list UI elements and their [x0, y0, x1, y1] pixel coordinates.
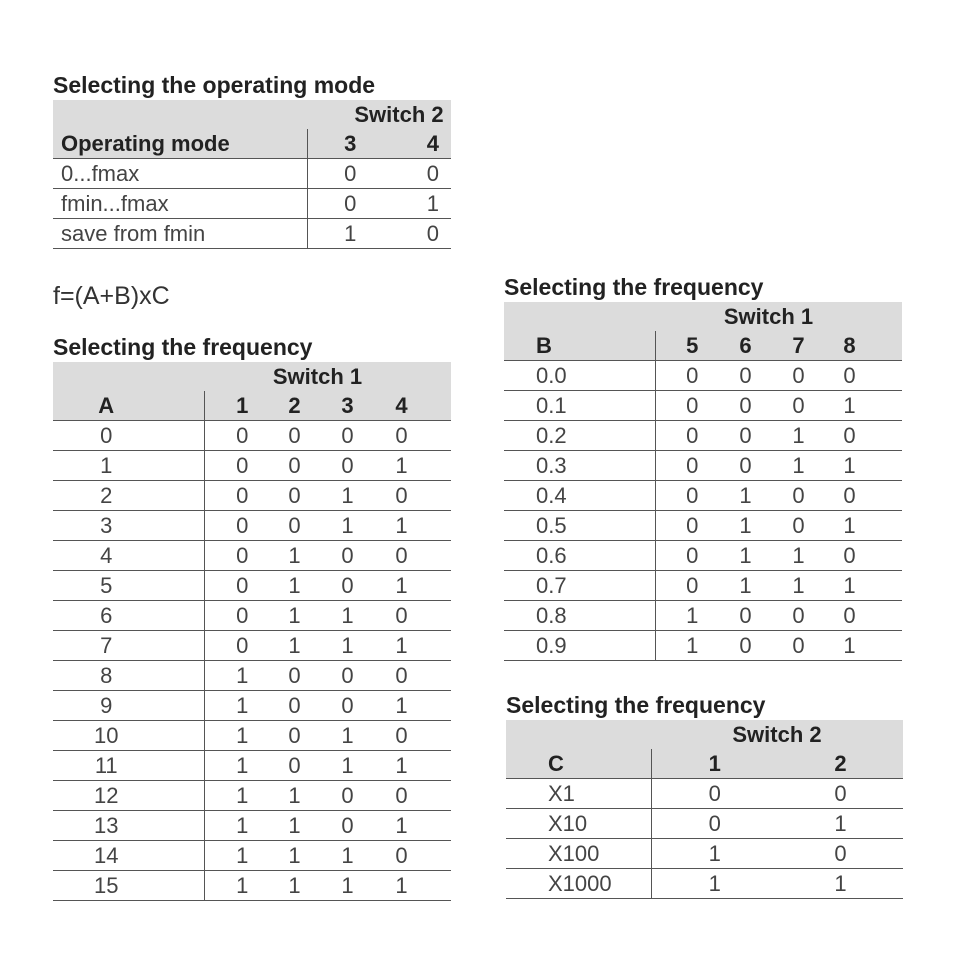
operating-mode-table	[53, 100, 451, 249]
table-cell: 1	[204, 691, 268, 721]
table-cell: 0	[772, 631, 825, 661]
table-cell: 0	[268, 451, 321, 481]
table-row	[53, 601, 451, 631]
table-row	[506, 809, 903, 839]
column-header: 1	[204, 391, 268, 421]
table-cell: 1	[651, 839, 778, 869]
table-cell: 0	[655, 511, 719, 541]
table-cell: 0	[772, 511, 825, 541]
table-cell: 9	[53, 691, 204, 721]
table-cell: 6	[53, 601, 204, 631]
table-cell: 1	[204, 841, 268, 871]
table-row	[506, 839, 903, 869]
table-cell: 0	[53, 421, 204, 451]
column-header: C	[506, 749, 651, 779]
table-row	[53, 511, 451, 541]
table-cell: 0	[321, 421, 374, 451]
table-cell: 1	[825, 631, 902, 661]
table-cell: 0	[719, 631, 772, 661]
table-cell: 0.9	[504, 631, 655, 661]
table-cell: 0.8	[504, 601, 655, 631]
table-cell: 0	[268, 481, 321, 511]
table-cell: 1	[778, 869, 903, 899]
frequency-formula: f=(A+B)xC	[53, 282, 170, 310]
table-cell: 0	[719, 601, 772, 631]
switch-header-row	[506, 720, 903, 749]
operating-mode-title: Selecting the operating mode	[53, 72, 376, 98]
table-cell: 0	[204, 601, 268, 631]
table-row	[53, 219, 451, 249]
table-cell: 1	[825, 571, 902, 601]
table-cell: 0	[321, 571, 374, 601]
table-cell: 0.5	[504, 511, 655, 541]
table-cell: 0	[307, 159, 393, 189]
table-cell: 0	[778, 779, 903, 809]
table-cell: 1	[825, 391, 902, 421]
table-cell: 0	[655, 361, 719, 391]
table-cell: 0	[772, 601, 825, 631]
table-cell: 1	[772, 541, 825, 571]
table-cell: 0	[268, 421, 321, 451]
frequency-a-table	[53, 362, 451, 901]
table-row	[53, 481, 451, 511]
table-cell: 0	[204, 541, 268, 571]
table-cell: 0	[655, 421, 719, 451]
table-row	[504, 571, 902, 601]
column-header: A	[53, 391, 204, 421]
switch-label: Switch 2	[651, 720, 903, 749]
table-cell: 0.1	[504, 391, 655, 421]
table-cell: 0	[825, 481, 902, 511]
table-cell: 0	[268, 721, 321, 751]
table-cell: X100	[506, 839, 651, 869]
table-cell: 0	[374, 541, 451, 571]
table-row	[53, 811, 451, 841]
frequency-b-title: Selecting the frequency	[504, 274, 764, 300]
table-cell: 1	[772, 451, 825, 481]
table-cell: 0	[321, 661, 374, 691]
table-cell: 5	[53, 571, 204, 601]
column-header: 3	[321, 391, 374, 421]
table-cell: 0	[374, 841, 451, 871]
table-row	[53, 661, 451, 691]
table-cell: 1	[321, 601, 374, 631]
table-row	[53, 871, 451, 901]
table-cell: 0	[772, 481, 825, 511]
table-cell: 0	[772, 361, 825, 391]
table-cell: 1	[719, 541, 772, 571]
table-cell: 0	[655, 451, 719, 481]
table-cell: 1	[374, 631, 451, 661]
table-cell: 1	[268, 871, 321, 901]
column-header-row	[53, 129, 451, 159]
column-header-row	[506, 749, 903, 779]
table-cell: 1	[825, 511, 902, 541]
table-cell: 0	[374, 601, 451, 631]
table-cell: 0	[268, 691, 321, 721]
table-row	[53, 751, 451, 781]
table-row	[53, 451, 451, 481]
table-cell: 1	[374, 571, 451, 601]
column-header-row	[53, 391, 451, 421]
table-cell: 0	[719, 391, 772, 421]
table-cell: 0	[268, 511, 321, 541]
table-cell: 1	[204, 811, 268, 841]
table-cell: 1	[321, 721, 374, 751]
table-cell: X1000	[506, 869, 651, 899]
column-header: 5	[655, 331, 719, 361]
table-cell: 8	[53, 661, 204, 691]
table-cell: 0	[268, 751, 321, 781]
table-cell: 1	[268, 811, 321, 841]
table-cell: 1	[772, 421, 825, 451]
frequency-c-table	[506, 720, 903, 899]
table-cell: 0	[374, 481, 451, 511]
table-cell: 0	[321, 451, 374, 481]
table-cell: 1	[53, 451, 204, 481]
table-row	[506, 779, 903, 809]
table-cell: 0	[393, 219, 451, 249]
table-cell: 0	[204, 481, 268, 511]
table-cell: 1	[268, 841, 321, 871]
table-cell: 0.7	[504, 571, 655, 601]
table-cell: 0...fmax	[53, 159, 307, 189]
frequency-b-table	[504, 302, 902, 661]
table-cell: 0	[204, 511, 268, 541]
table-row	[53, 691, 451, 721]
table-cell: 1	[268, 631, 321, 661]
table-cell: 0.6	[504, 541, 655, 571]
switch-label: Switch 1	[204, 362, 451, 391]
table-cell: 0	[655, 541, 719, 571]
table-cell: 0	[204, 421, 268, 451]
table-cell: 0	[374, 421, 451, 451]
table-cell: 0	[374, 781, 451, 811]
column-header: 7	[772, 331, 825, 361]
table-cell: 1	[268, 781, 321, 811]
table-cell: 1	[204, 781, 268, 811]
table-cell: 0	[374, 661, 451, 691]
column-header: 4	[374, 391, 451, 421]
table-cell: 0	[321, 781, 374, 811]
column-header: Operating mode	[53, 129, 307, 159]
table-cell: 15	[53, 871, 204, 901]
table-row	[504, 451, 902, 481]
table-cell: 0	[825, 421, 902, 451]
table-cell: 0	[393, 159, 451, 189]
table-cell: 0	[719, 421, 772, 451]
table-cell: X1	[506, 779, 651, 809]
table-cell: 0	[651, 779, 778, 809]
table-row	[504, 511, 902, 541]
table-cell: 0.2	[504, 421, 655, 451]
table-cell: 13	[53, 811, 204, 841]
table-row	[504, 391, 902, 421]
table-cell: 0	[268, 661, 321, 691]
switch-label: Switch 2	[307, 100, 451, 129]
table-row	[53, 189, 451, 219]
table-cell: 0	[778, 839, 903, 869]
table-row	[504, 541, 902, 571]
table-cell: 3	[53, 511, 204, 541]
switch-header-row	[53, 100, 451, 129]
table-cell: 0.3	[504, 451, 655, 481]
frequency-a-title: Selecting the frequency	[53, 334, 313, 360]
table-row	[504, 361, 902, 391]
column-header: 4	[393, 129, 451, 159]
table-cell: 1	[719, 511, 772, 541]
table-cell: 0	[719, 361, 772, 391]
column-header-row	[504, 331, 902, 361]
table-cell: 1	[204, 721, 268, 751]
table-cell: 1	[374, 451, 451, 481]
column-header: 2	[268, 391, 321, 421]
table-cell: 1	[719, 571, 772, 601]
table-cell: 1	[321, 871, 374, 901]
table-cell: 0	[655, 481, 719, 511]
switch-label: Switch 1	[655, 302, 902, 331]
table-cell: 1	[655, 631, 719, 661]
table-row	[53, 159, 451, 189]
table-row	[504, 421, 902, 451]
table-cell: 1	[321, 511, 374, 541]
table-cell: 0	[825, 601, 902, 631]
table-row	[53, 841, 451, 871]
table-cell: 1	[374, 511, 451, 541]
table-cell: 14	[53, 841, 204, 871]
table-cell: 1	[321, 751, 374, 781]
switch-header-row	[504, 302, 902, 331]
table-row	[504, 601, 902, 631]
table-cell: save from fmin	[53, 219, 307, 249]
table-cell: 0	[374, 721, 451, 751]
table-cell: 1	[651, 869, 778, 899]
table-cell: 1	[772, 571, 825, 601]
table-cell: 0	[772, 391, 825, 421]
table-cell: 0	[719, 451, 772, 481]
frequency-c-title: Selecting the frequency	[506, 692, 766, 718]
table-cell: 0	[321, 811, 374, 841]
table-cell: 1	[374, 751, 451, 781]
table-cell: 1	[374, 811, 451, 841]
table-cell: 0	[825, 541, 902, 571]
table-cell: 0	[204, 631, 268, 661]
table-row	[53, 421, 451, 451]
column-header: B	[504, 331, 655, 361]
column-header: 2	[778, 749, 903, 779]
table-cell: 1	[204, 871, 268, 901]
table-cell: 7	[53, 631, 204, 661]
table-cell: 1	[321, 481, 374, 511]
table-cell: 0	[655, 391, 719, 421]
table-cell: fmin...fmax	[53, 189, 307, 219]
table-cell: 1	[393, 189, 451, 219]
switch-header-row	[53, 362, 451, 391]
table-cell: 1	[719, 481, 772, 511]
column-header: 3	[307, 129, 393, 159]
table-cell: 1	[321, 841, 374, 871]
table-cell: 0	[307, 189, 393, 219]
table-cell: 1	[321, 631, 374, 661]
table-cell: 12	[53, 781, 204, 811]
table-cell: 1	[825, 451, 902, 481]
column-header: 1	[651, 749, 778, 779]
table-cell: 0	[651, 809, 778, 839]
table-cell: 1	[655, 601, 719, 631]
table-cell: 0	[204, 451, 268, 481]
column-header: 6	[719, 331, 772, 361]
table-row	[53, 781, 451, 811]
table-cell: 1	[204, 661, 268, 691]
table-row	[53, 571, 451, 601]
table-row	[506, 869, 903, 899]
table-cell: 1	[204, 751, 268, 781]
table-cell: 0.0	[504, 361, 655, 391]
table-row	[53, 721, 451, 751]
table-cell: 1	[374, 871, 451, 901]
table-row	[53, 631, 451, 661]
table-cell: 1	[268, 601, 321, 631]
table-cell: 11	[53, 751, 204, 781]
table-cell: 1	[307, 219, 393, 249]
table-cell: 1	[268, 571, 321, 601]
table-row	[504, 631, 902, 661]
table-cell: 0	[321, 691, 374, 721]
table-cell: 10	[53, 721, 204, 751]
table-row	[504, 481, 902, 511]
table-row	[53, 541, 451, 571]
table-cell: 1	[374, 691, 451, 721]
table-cell: X10	[506, 809, 651, 839]
column-header: 8	[825, 331, 902, 361]
table-cell: 1	[268, 541, 321, 571]
table-cell: 0	[655, 571, 719, 601]
table-cell: 0	[321, 541, 374, 571]
table-cell: 0	[825, 361, 902, 391]
table-cell: 2	[53, 481, 204, 511]
table-cell: 0	[204, 571, 268, 601]
table-cell: 1	[778, 809, 903, 839]
table-cell: 0.4	[504, 481, 655, 511]
table-cell: 4	[53, 541, 204, 571]
